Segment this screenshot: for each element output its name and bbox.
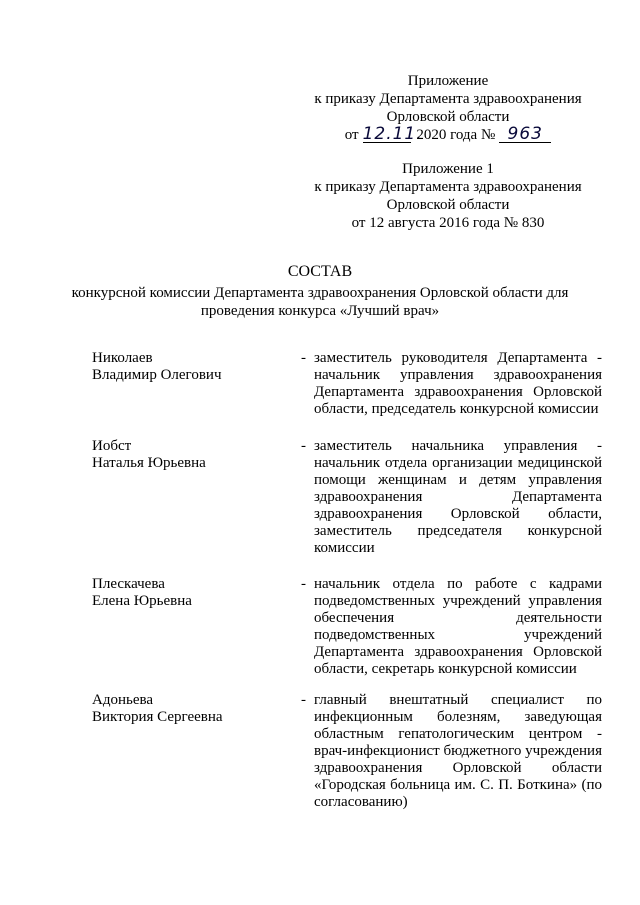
member-surname: Адоньева: [92, 692, 154, 708]
member-dash: -: [301, 438, 306, 454]
member-given-names: Наталья Юрьевна: [92, 455, 206, 471]
member-name: [92, 576, 282, 678]
appendix-date-line: [298, 126, 598, 144]
appendix-order-reference: к приказу Департамента здравоохранения: [314, 91, 582, 107]
member-role: главный внештатный специалист по инфекционным болезням, заведующая областным гепатологическим центром - врач-инфекционист бюджетного учреждения здравоохранения Орловской области «Городская больница им. С. П. Боткина» (по согласованию): [314, 692, 602, 810]
appendix-one-label: Приложение 1: [402, 161, 494, 177]
member-surname: Николаев: [92, 350, 153, 366]
appendix-region: Орловской области: [386, 109, 510, 125]
date-suffix: 2020 года №: [416, 127, 496, 143]
member-role: начальник отдела по работе с кадрами подведомственных учреждений управления обеспечения деятельности подведомственных учреждений Департамента здравоохранения Орловской области, секретарь конкурсной комиссии: [314, 576, 602, 677]
handwritten-order-number: 963: [499, 126, 551, 143]
commission-member: [92, 350, 602, 418]
member-dash: -: [301, 692, 306, 708]
appendix-one-date: от 12 августа 2016 года № 830: [351, 215, 545, 231]
member-surname: Иобст: [92, 438, 132, 454]
document-subtitle-line-1: конкурсной комиссии Департамента здравоохранения Орловской области для: [71, 285, 569, 301]
appendix-label: Приложение: [407, 73, 489, 89]
document-title-block: [60, 262, 580, 320]
handwritten-date: 12.11.: [362, 124, 423, 144]
appendix-header-one: [298, 160, 598, 232]
document-title: СОСТАВ: [287, 263, 353, 280]
appendix-one-order-reference: к приказу Департамента здравоохранения: [314, 179, 582, 195]
member-name: [92, 350, 282, 418]
commission-member: [92, 438, 602, 557]
member-name: [92, 692, 282, 811]
date-prefix: от: [344, 127, 359, 143]
appendix-one-region: Орловской области: [386, 197, 510, 213]
member-dash: -: [301, 576, 306, 592]
member-dash: -: [301, 350, 306, 366]
appendix-header-main: [298, 72, 598, 144]
member-role: заместитель начальника управления - начальник отдела организации медицинской помощи женщинам и детям управления здравоохранения Департамента здравоохранения Орловской области, заместитель председателя конкурсной комиссии: [314, 438, 602, 556]
member-role: заместитель руководителя Департамента - начальник управления здравоохранения Департамента здравоохранения Орловской области, председатель конкурсной комиссии: [314, 350, 602, 417]
member-given-names: Владимир Олегович: [92, 367, 222, 383]
member-name: [92, 438, 282, 557]
commission-member: [92, 692, 602, 811]
document-subtitle-line-2: проведения конкурса «Лучший врач»: [200, 303, 440, 319]
member-surname: Плескачева: [92, 576, 165, 592]
member-given-names: Виктория Сергеевна: [92, 709, 223, 725]
member-given-names: Елена Юрьевна: [92, 593, 192, 609]
commission-member: [92, 576, 602, 678]
